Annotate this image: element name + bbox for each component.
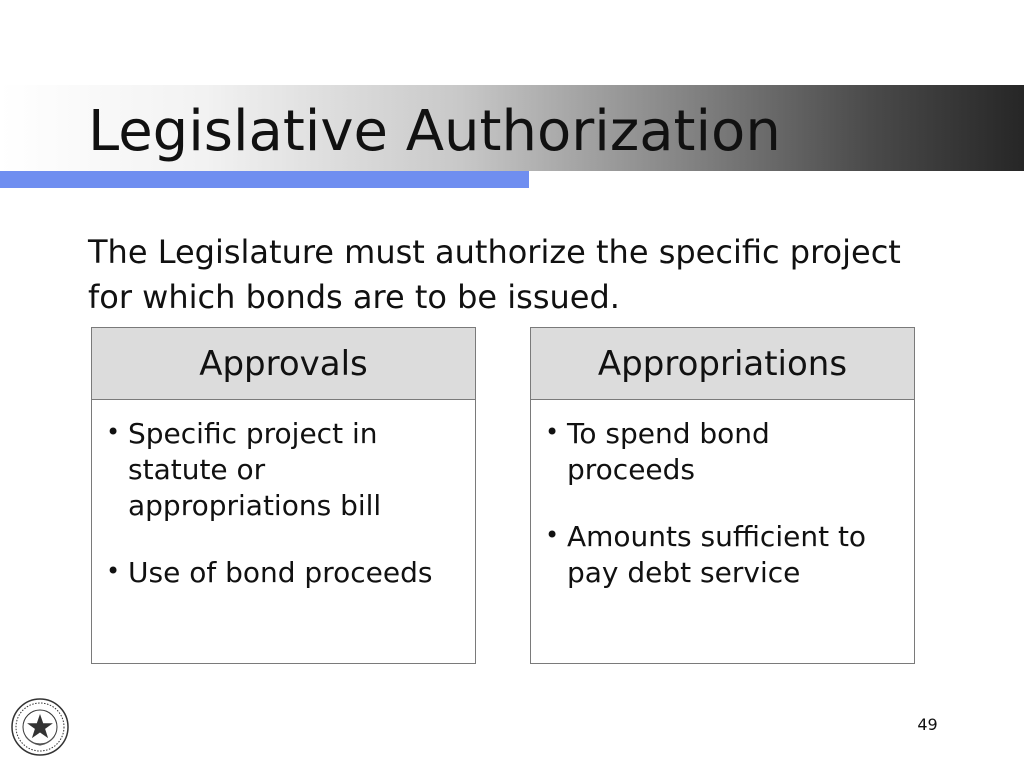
bullet-icon: • [106,418,121,446]
bullet-item [545,416,904,488]
bullet-icon: • [106,557,121,585]
title-accent-bar [0,171,529,188]
bullet-item [545,519,904,591]
slide-title: Legislative Authorization [88,99,781,164]
bullet-item [106,555,465,591]
appropriations-heading: Appropriations [531,328,914,400]
bullet-icon: • [545,521,560,549]
approvals-box [91,327,476,664]
state-seal-icon [10,697,70,757]
approvals-heading: Approvals [92,328,475,400]
appropriations-box [530,327,915,664]
bullet-text: Specific project in statute or appropriations bill [128,417,382,522]
page-number: 49 [917,715,938,734]
approvals-bullet-list [92,400,475,591]
bullet-text: Amounts sufficient to pay debt service [567,520,867,589]
intro-text: The Legislature must authorize the specific project for which bonds are to be issued. [88,233,901,316]
appropriations-bullet-list [531,400,914,591]
bullet-text: To spend bond proceeds [567,417,770,486]
seal-graphic [10,697,70,757]
bullet-icon: • [545,418,560,446]
bullet-text: Use of bond proceeds [128,556,433,589]
bullet-item [106,416,465,524]
